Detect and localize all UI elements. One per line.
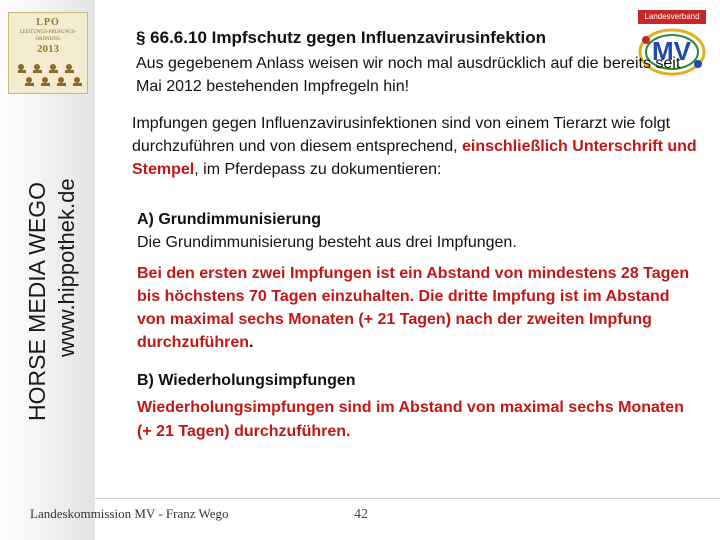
logo-line1: LEISTUNGS-PRÜFUNGS-: [19, 30, 77, 35]
section-b-heading: B) Wiederholungsimpfungen: [137, 372, 356, 389]
logo-title: LPO: [36, 17, 60, 28]
badge-mv: MV: [652, 36, 691, 66]
para-highlight: einschließlich Unterschrift und Stempel: [132, 138, 697, 178]
lpo-logo: [8, 12, 88, 94]
para-text-1: Impfungen gegen Influenzavirusinfektionen sind von einem Tierarzt wie folgt durchzuführen und von diesem entsprechend,: [132, 115, 671, 155]
para-text-2: , im Pferdepass zu dokumentieren:: [194, 161, 442, 178]
section-a-red-text: Bei den ersten zwei Impfungen ist ein Abstand von mindestens 28 Tagen bis höchstens 70 Tagen einzuhalten. Die dritte Impfung ist im Abstand von maximal sechs Monaten (+ 21 Tagen) nach der zweiten Impfung durchzuführen: [137, 265, 690, 351]
badge-label: Landesverband: [638, 10, 706, 24]
section-a-highlight: [137, 262, 697, 354]
footer-divider: [95, 498, 720, 499]
section-a-end: .: [249, 334, 254, 351]
section-a-heading: A) Grundimmunisierung: [137, 211, 321, 228]
url-vertical: www.hippothek.de: [54, 178, 79, 357]
main-paragraph: [132, 112, 702, 181]
footer-credit: Landeskommission MV - Franz Wego: [30, 506, 229, 521]
horse-icons: [13, 59, 85, 87]
section-b-highlight: Wiederholungsimpfungen sind im Abstand von maximal sechs Monaten (+ 21 Tagen) durchzuführen.: [137, 399, 684, 440]
intro-text: Aus gegebenem Anlass weisen wir noch mal ausdrücklich auf die bereits seit Mai 2012 bestehenden Impfregeln hin!: [136, 55, 681, 95]
page-number: 42: [354, 507, 368, 522]
section-a-text: Die Grundimmunisierung besteht aus drei Impfungen.: [137, 234, 517, 251]
page-title: § 66.6.10 Impfschutz gegen Influenzavirusinfektion: [136, 28, 546, 47]
logo-line2: ORDNUNG: [35, 37, 61, 42]
brand-vertical: HORSE MEDIA WEGO: [24, 182, 50, 421]
logo-year: 2013: [37, 43, 59, 55]
